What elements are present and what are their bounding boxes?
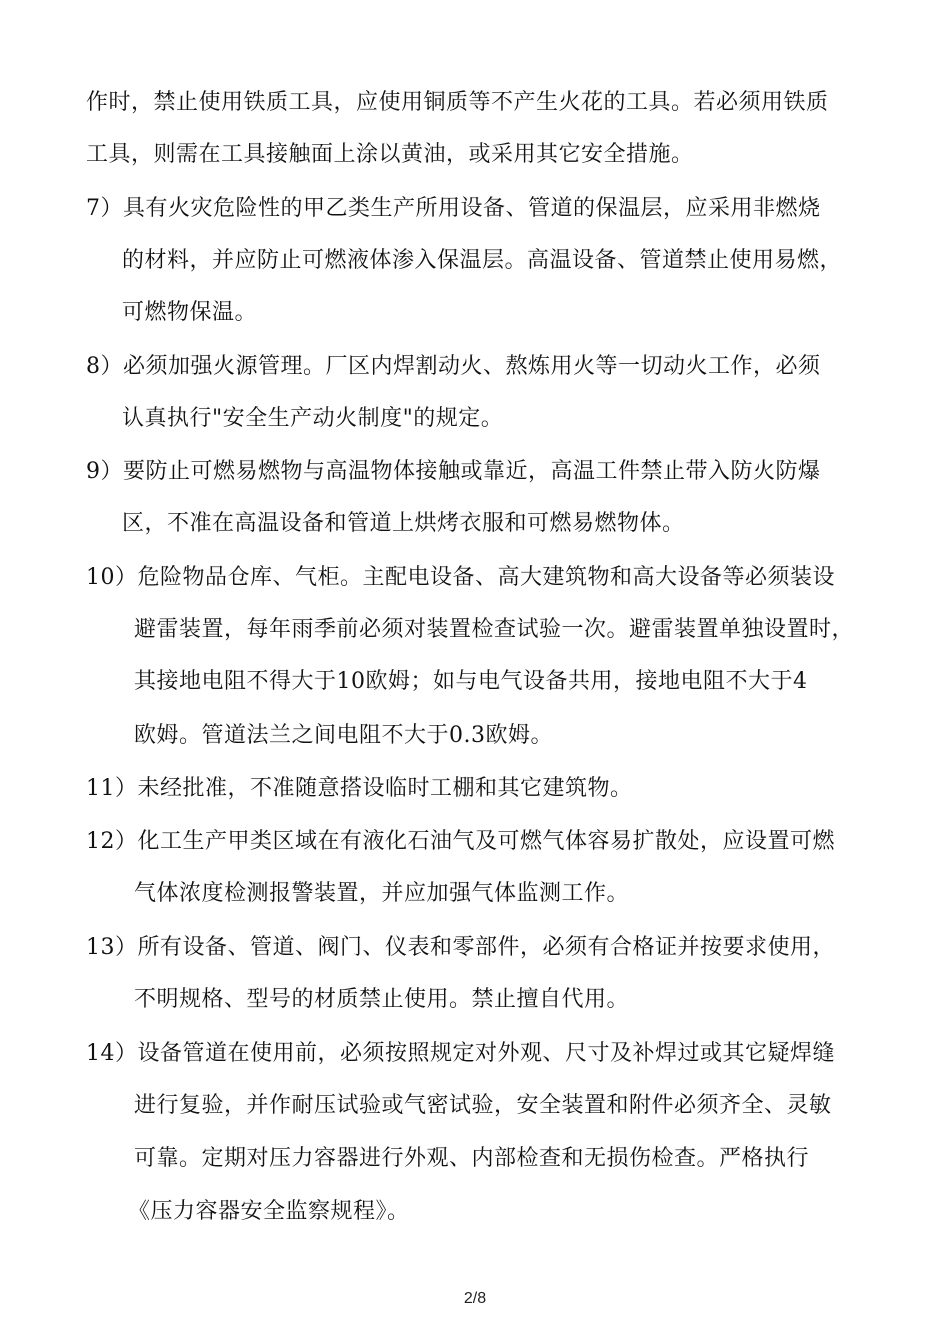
list-item-7-line: 的材料，并应防止可燃液体渗入保温层。高温设备、管道禁止使用易燃， [122, 248, 843, 273]
list-item-10-line: 避雷装置，每年雨季前必须对装置检查试验一次。避雷装置单独设置时， [134, 617, 855, 642]
list-item-13-line: 不明规格、型号的材质禁止使用。禁止擅自代用。 [134, 987, 630, 1012]
list-item-7-line: 7）具有火灾危险性的甲乙类生产所用设备、管道的保温层，应采用非燃烧 [86, 196, 821, 221]
list-item-10-line: 其接地电阻不得大于10欧姆；如与电气设备共用，接地电阻不大于4 [134, 669, 808, 694]
list-item-13-line: 13）所有设备、管道、阀门、仪表和零部件，必须有合格证并按要求使用， [86, 935, 835, 960]
list-item-10-line: 欧姆。管道法兰之间电阻不大于0.3欧姆。 [134, 723, 553, 748]
page-number: 2/8 [463, 1290, 487, 1307]
list-item-12-line: 气体浓度检测报警装置，并应加强气体监测工作。 [134, 881, 630, 906]
text-line: 工具，则需在工具接触面上涂以黄油，或采用其它安全措施。 [86, 142, 694, 167]
text-line: 作时，禁止使用铁质工具，应使用铜质等不产生火花的工具。若必须用铁质 [86, 90, 829, 115]
list-item-14-line: 14）设备管道在使用前，必须按照规定对外观、尺寸及补焊过或其它疑焊缝 [86, 1041, 835, 1066]
list-item-9-line: 9）要防止可燃易燃物与高温物体接触或靠近，高温工件禁止带入防火防爆 [86, 459, 821, 484]
list-item-14-line: 进行复验，并作耐压试验或气密试验，安全装置和附件必须齐全、灵敏 [134, 1093, 832, 1118]
list-item-8-line: 认真执行"安全生产动火制度"的规定。 [122, 406, 504, 431]
list-item-12-line: 12）化工生产甲类区域在有液化石油气及可燃气体容易扩散处，应设置可燃 [86, 829, 835, 854]
list-item-11-line: 11）未经批准，不准随意搭设临时工棚和其它建筑物。 [86, 776, 633, 801]
list-item-10-line: 10）危险物品仓库、气柜。主配电设备、高大建筑物和高大设备等必须装设 [86, 565, 835, 590]
list-item-7-line: 可燃物保温。 [122, 300, 258, 325]
list-item-14-line: 《压力容器安全监察规程》。 [128, 1199, 410, 1224]
list-item-9-line: 区，不准在高温设备和管道上烘烤衣服和可燃易燃物体。 [122, 511, 685, 536]
list-item-14-line: 可靠。定期对压力容器进行外观、内部检查和无损伤检查。严格执行 [134, 1146, 810, 1171]
list-item-8-line: 8）必须加强火源管理。厂区内焊割动火、熬炼用火等一切动火工作，必须 [86, 354, 821, 379]
